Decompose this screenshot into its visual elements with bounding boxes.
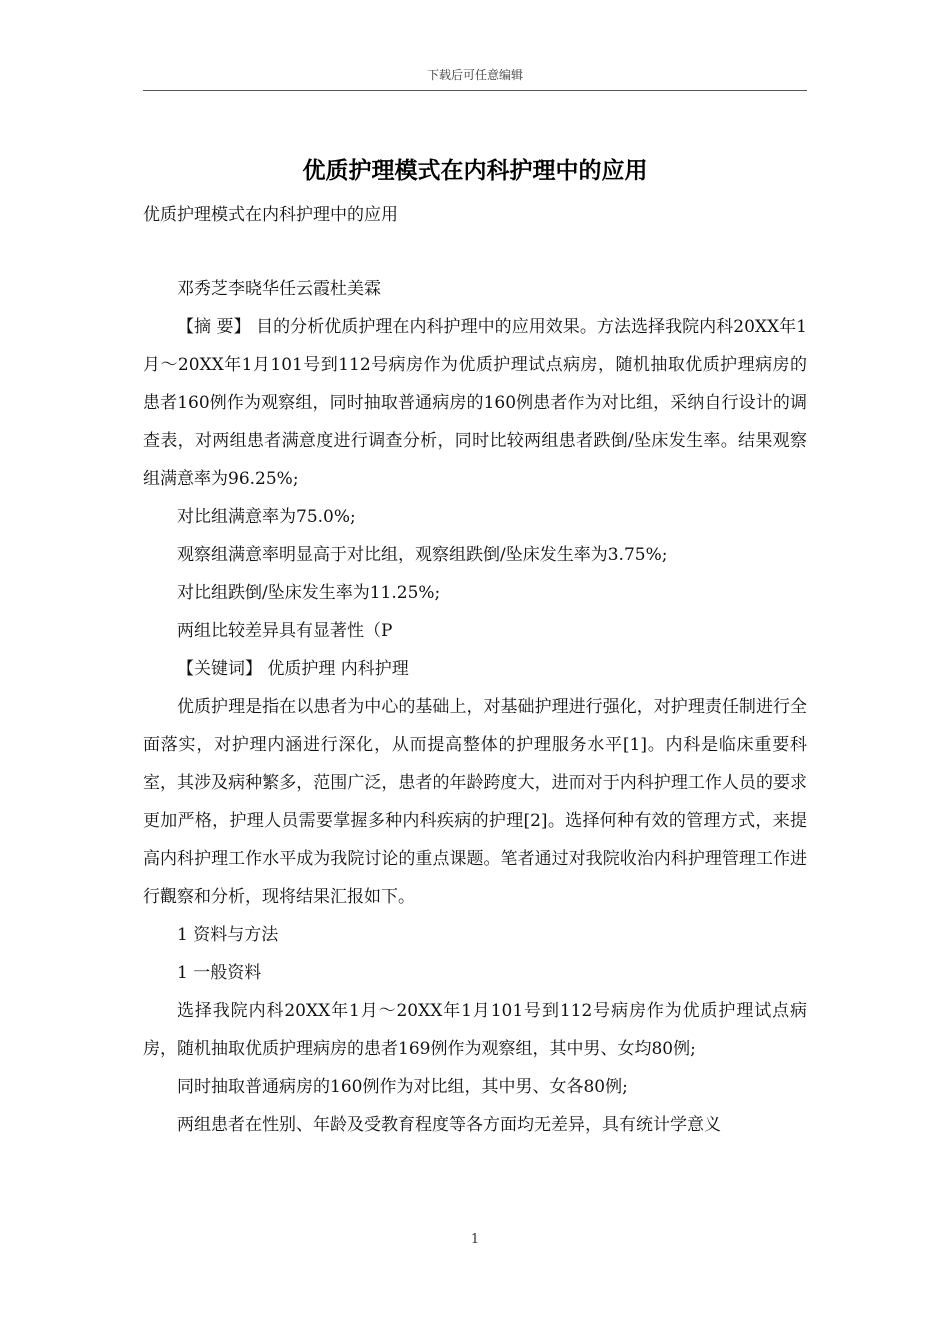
section-heading: 1 资料与方法 [177, 925, 279, 945]
result-line: 对比组满意率为75.0%; [177, 507, 356, 527]
keywords-line: 【关键词】 优质护理 内科护理 [177, 659, 409, 679]
header-divider [143, 90, 807, 91]
result-line: 两组比较差异具有显著性（P [177, 621, 393, 641]
subsection-heading: 1 一般资料 [177, 963, 262, 983]
authors-line: 邓秀芝李晓华任云霞杜美霖 [177, 279, 381, 299]
result-line: 观察组满意率明显高于对比组，观察组跌倒/坠床发生率为3.75%; [177, 545, 668, 565]
body-paragraph: 两组患者在性别、年龄及受教育程度等各方面均无差异，具有统计学意义 [177, 1115, 721, 1135]
body-paragraph: 同时抽取普通病房的160例作为对比组，其中男、女各80例; [177, 1077, 628, 1097]
document-body [143, 270, 807, 1144]
body-paragraph: 选择我院内科20XX年1月～20XX年1月101号到112号病房作为优质护理试点病房，随机抽取优质护理病房的患者169例作为观察组，其中男、女均80例; [143, 1001, 807, 1059]
header-note: 下载后可任意编辑 [426, 68, 523, 82]
document-title: 优质护理模式在内科护理中的应用 [302, 157, 648, 184]
page-number: 1 [470, 1232, 480, 1247]
result-line: 对比组跌倒/坠床发生率为11.25%; [177, 583, 441, 603]
document-subtitle: 优质护理模式在内科护理中的应用 [143, 205, 398, 225]
abstract-paragraph: 【摘 要】 目的分析优质护理在内科护理中的应用效果。方法选择我院内科20XX年1月～20XX年1月101号到112号病房作为优质护理试点病房，随机抽取优质护理病房的患者160例作为观察组，同时抽取普通病房的160例患者作为对比组，采纳自行设计的调查表，对两组患者满意度进行调查分析，同时比较两组患者跌倒/坠床发生率。结果观察组满意率为96.25%; [143, 317, 808, 489]
intro-paragraph: 优质护理是指在以患者为中心的基础上，对基础护理进行强化，对护理责任制进行全面落实，对护理内涵进行深化，从而提高整体的护理服务水平[1]。内科是临床重要科室，其涉及病种繁多，范围广泛，患者的年龄跨度大，进而对于内科护理工作人员的要求更加严格，护理人员需要掌握多种内科疾病的护理[2]。选择何种有效的管理方式，来提高内科护理工作水平成为我院讨论的重点课题。笔者通过对我院收治内科护理管理工作进行觀察和分析，现将结果汇报如下。 [143, 697, 807, 907]
